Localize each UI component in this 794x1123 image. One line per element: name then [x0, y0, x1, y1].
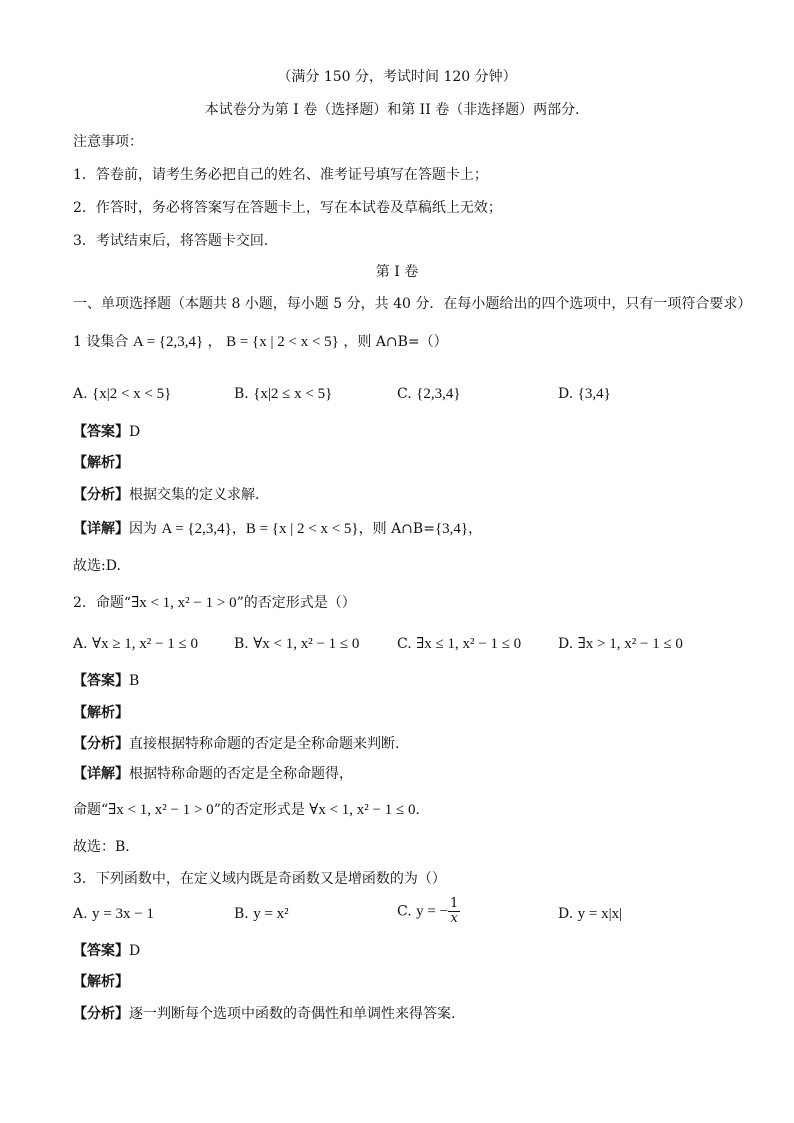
note-item-2: 2．作答时，务必将答案写在答题卡上，写在本试卷及草稿纸上无效； [73, 200, 502, 216]
q2-option-a [73, 635, 198, 653]
q2-analysis-tag [73, 704, 129, 722]
q1-analysis-tag [73, 454, 129, 472]
q3-option-d [558, 905, 622, 923]
fenxi-tag: 【分析】 [73, 487, 129, 503]
q1-option-c [397, 385, 461, 403]
option-label: B. [234, 386, 249, 402]
option-label: C. [397, 386, 412, 402]
option-text: ∀x ≥ 1, x² − 1 ≤ 0 [92, 636, 198, 652]
q3-stem: 3．下列函数中，在定义域内既是奇函数又是增函数的为（） [73, 871, 446, 887]
detail-suffix: ，则 A∩B= [358, 521, 435, 537]
q1-choose: 故选:D. [73, 558, 121, 574]
option-label: A. [73, 386, 88, 402]
option-label: D. [558, 636, 574, 652]
notes-title: 注意事项： [73, 134, 143, 150]
fraction-numerator: 1 [450, 896, 459, 911]
q1-set-b: B = {x | 2 < x < 5} [226, 334, 339, 350]
q1-option-b [234, 385, 332, 403]
q1-fenxi [73, 486, 259, 504]
fenxi-text: 根据交集的定义求解. [129, 487, 260, 503]
option-text: y = x² [253, 906, 289, 922]
q2-option-c [397, 635, 521, 653]
line2-end: ． [415, 802, 430, 818]
option-text: y = x|x| [577, 906, 623, 922]
fenxi-text: 逐一判断每个选项中函数的奇偶性和单调性来得答案. [129, 1006, 456, 1022]
line2-math: ∃x < 1, x² − 1 > 0 [108, 802, 214, 818]
fenxi-text: 直接根据特称命题的否定是全称命题来判断. [129, 736, 400, 752]
q2-fenxi [73, 735, 399, 753]
q3-answer [73, 942, 140, 960]
detail-prefix: 因为 [129, 521, 162, 537]
section1-title: 一、单项选择题（本题共 8 小题，每小题 5 分，共 40 分．在每小题给出的四个选项中，只有一项符合要求） [73, 296, 752, 312]
detail-end: ， [468, 521, 483, 537]
q2-stem-math: ∃x < 1, x² − 1 > 0 [131, 595, 237, 611]
option-label: D. [558, 906, 574, 922]
q3-analysis-tag [73, 973, 129, 991]
q2-detail-line2 [73, 801, 430, 819]
option-label: B. [234, 906, 249, 922]
detail-tag: 【详解】 [73, 766, 129, 782]
detail-tag: 【详解】 [73, 521, 129, 537]
answer-tag: 【答案】 [73, 424, 129, 440]
option-text: ∃x > 1, x² − 1 ≤ 0 [577, 636, 683, 652]
q1-set-a: A = {2,3,4} [132, 334, 204, 350]
q2-choose: 故选：B. [73, 839, 130, 855]
detail-set-b: B = {x | 2 < x < 5} [245, 521, 359, 537]
q3-option-c [397, 897, 460, 926]
line2-prefix: 命题“ [73, 802, 109, 818]
answer-tag: 【答案】 [73, 673, 129, 689]
answer-value: D [129, 943, 141, 959]
fraction [448, 897, 460, 926]
option-text: ∃x ≤ 1, x² − 1 ≤ 0 [416, 636, 522, 652]
q1-answer [73, 423, 140, 441]
option-text: ∀x < 1, x² − 1 ≤ 0 [253, 636, 360, 652]
q3-option-b [234, 905, 289, 923]
detail-text: 根据特称命题的否定是全称命题得， [129, 766, 353, 782]
answer-value: D [129, 424, 141, 440]
q1-stem-suffix: ，则 A∩B=（） [343, 334, 448, 350]
option-text: {2,3,4} [416, 386, 461, 402]
option-text: y = 3x − 1 [92, 906, 154, 922]
q2-stem-prefix: 2．命题“ [73, 595, 132, 611]
q2-answer [73, 672, 139, 690]
q3-fenxi [73, 1005, 455, 1023]
option-label: A. [73, 906, 88, 922]
option-label: C. [397, 636, 412, 652]
option-label: A. [73, 636, 88, 652]
analysis-tag: 【解析】 [73, 455, 129, 471]
option-label: C. [397, 903, 412, 920]
detail-set-a: A = {2,3,4} [161, 521, 232, 537]
option-text: {x|2 ≤ x < 5} [253, 386, 333, 402]
q2-detail [73, 765, 353, 783]
note-item-3: 3．考试结束后，将答题卡交回． [73, 233, 278, 249]
answer-tag: 【答案】 [73, 943, 129, 959]
line2-mid: ”的否定形式是 [213, 802, 310, 818]
q2-option-b [234, 635, 359, 653]
q1-stem-prefix: 1 设集合 [73, 334, 129, 350]
parts-note: 本试卷分为第 I 卷（选择题）和第 II 卷（非选择题）两部分． [204, 102, 590, 118]
analysis-tag: 【解析】 [73, 705, 129, 721]
q1-detail [73, 520, 482, 538]
q1-comma: ， [207, 334, 222, 350]
option-label: B. [234, 636, 249, 652]
answer-value: B [129, 673, 140, 689]
q1-option-a [73, 385, 171, 403]
fenxi-tag: 【分析】 [73, 736, 129, 752]
option-text: {x|2 < x < 5} [92, 386, 172, 402]
detail-result: {3,4} [434, 521, 469, 537]
q2-stem [73, 594, 356, 612]
q2-stem-suffix: ”的否定形式是（） [236, 595, 356, 611]
option-prefix: y = − [416, 903, 449, 920]
line2-result: ∀x < 1, x² − 1 ≤ 0 [309, 802, 416, 818]
q3-option-a [73, 905, 154, 923]
fenxi-tag: 【分析】 [73, 1006, 129, 1022]
q2-option-d [558, 635, 683, 653]
option-text: {3,4} [577, 386, 611, 402]
detail-mid: ， [231, 521, 246, 537]
option-label: D. [558, 386, 574, 402]
fraction-denominator: x [450, 911, 458, 926]
q1-stem [73, 333, 448, 351]
analysis-tag: 【解析】 [73, 974, 129, 990]
volume-title: 第 I 卷 [375, 264, 419, 280]
note-item-1: 1．答卷前，请考生务必把自己的姓名、准考证号填写在答题卡上； [73, 167, 488, 183]
exam-info: （满分 150 分，考试时间 120 分钟） [277, 69, 517, 85]
q1-option-d [558, 385, 611, 403]
